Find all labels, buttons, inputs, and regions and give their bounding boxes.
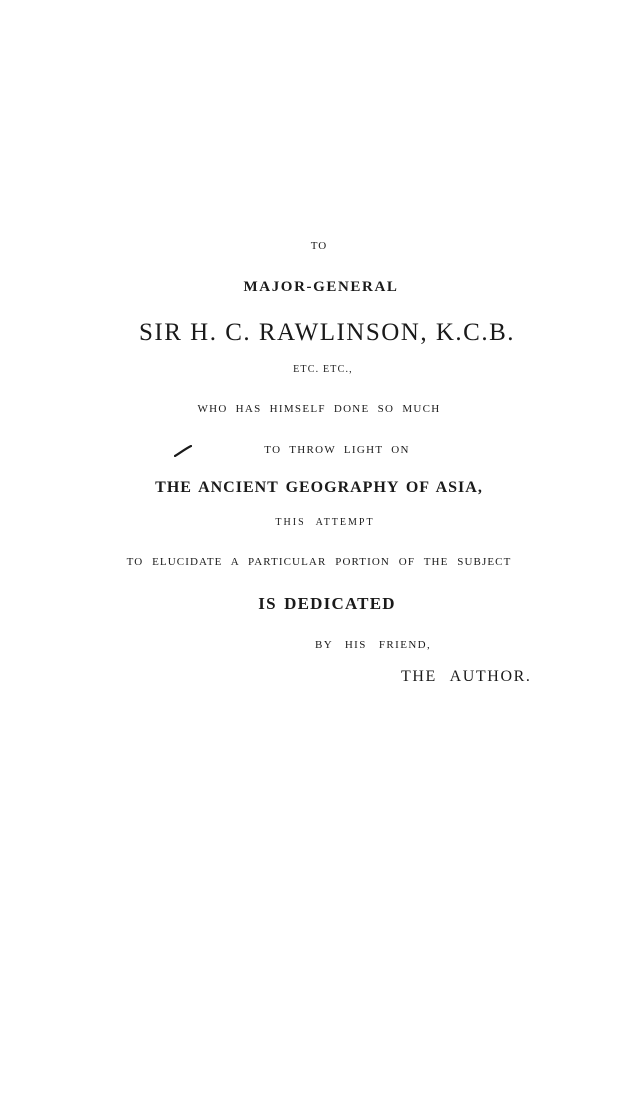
dedication-elucidate: TO ELUCIDATE A PARTICULAR PORTION OF THE SUBJECT	[126, 556, 512, 568]
dedication-by-friend: BY HIS FRIEND,	[315, 639, 432, 651]
dedication-who-has: WHO HAS HIMSELF DONE SO MUCH	[197, 403, 441, 415]
dedication-etc: ETC. ETC.,	[293, 364, 353, 375]
dedication-author: THE AUTHOR.	[401, 668, 532, 685]
dedication-ancient-geography: THE ANCIENT GEOGRAPHY OF ASIA,	[155, 479, 483, 496]
dedication-throw-light: TO THROW LIGHT ON	[264, 444, 410, 456]
dedication-rank: MAJOR-GENERAL	[243, 279, 399, 295]
dedication-to: TO	[310, 240, 328, 252]
dedication-this-attempt: THIS ATTEMPT	[275, 517, 375, 528]
dedication-is-dedicated: IS DEDICATED	[258, 594, 396, 613]
dedication-name: SIR H. C. RAWLINSON, K.C.B.	[138, 319, 516, 346]
